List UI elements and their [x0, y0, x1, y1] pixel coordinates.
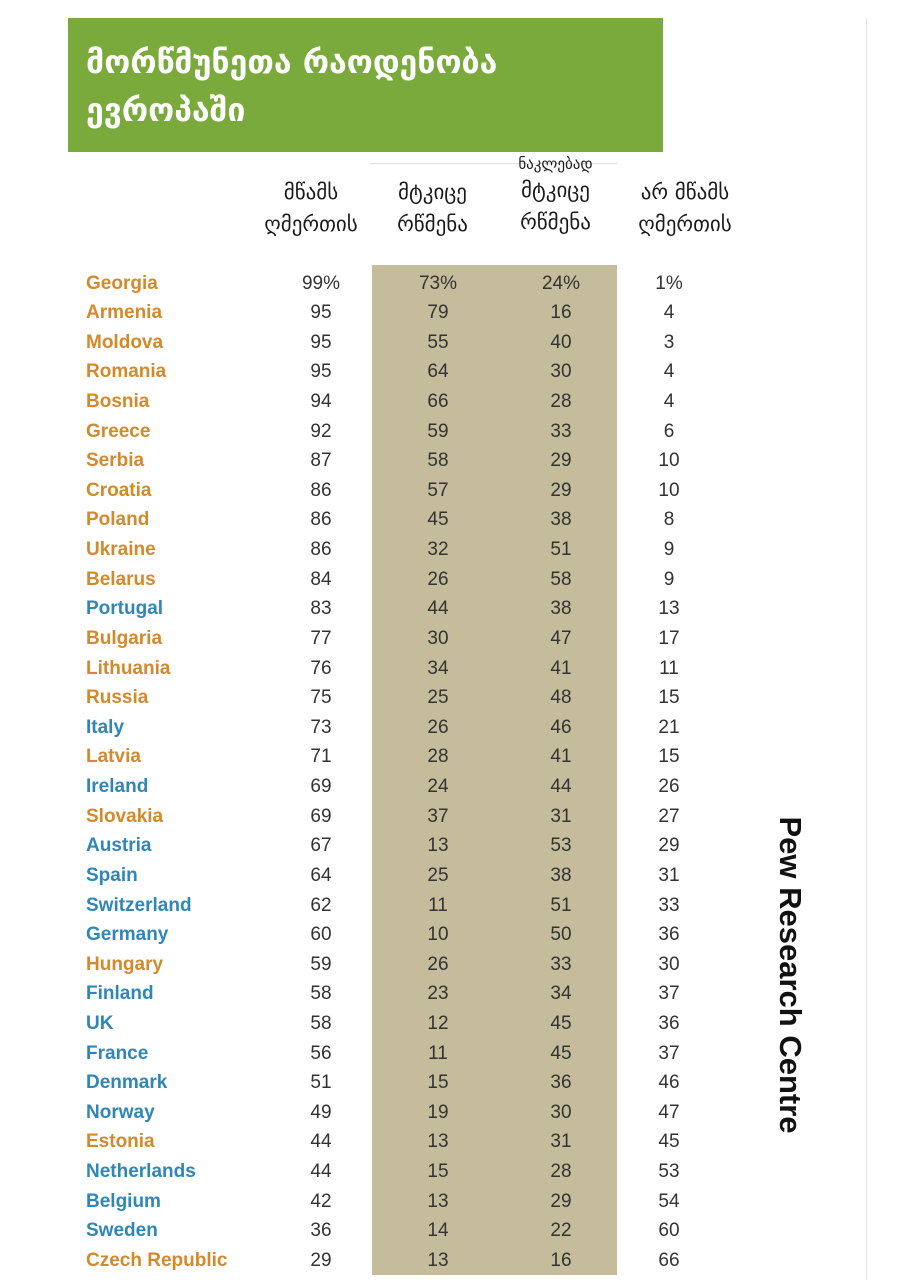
cell-believe: 95: [310, 331, 332, 353]
cell-not-believe: 4: [663, 302, 675, 324]
country-label: Lithuania: [86, 657, 171, 679]
cell-believe: 87: [310, 450, 332, 472]
cell-less-strong: 36: [550, 1072, 572, 1094]
cell-not-believe: 15: [658, 687, 680, 709]
cell-strong: 15: [427, 1161, 449, 1183]
country-label: Portugal: [86, 598, 164, 620]
cell-less-strong: 24%: [541, 272, 581, 294]
table-row: [0, 446, 760, 476]
cell-strong: 73%: [418, 272, 458, 294]
table-row: [0, 683, 760, 713]
cell-believe: 69: [310, 805, 332, 827]
cell-believe: 94: [310, 390, 332, 412]
cell-strong: 11: [428, 1042, 448, 1064]
table-row: [0, 328, 760, 358]
cell-strong: 37: [427, 805, 449, 827]
table-row: [0, 1009, 760, 1039]
cell-strong: 44: [427, 598, 449, 620]
cell-less-strong: 16: [550, 1249, 572, 1271]
country-label: Romania: [86, 361, 167, 383]
cell-less-strong: 22: [550, 1220, 572, 1242]
country-label: Estonia: [86, 1131, 155, 1153]
country-label: Bosnia: [86, 390, 150, 412]
cell-not-believe: 26: [658, 776, 680, 798]
cell-not-believe: 21: [658, 716, 680, 738]
country-label: Georgia: [86, 272, 158, 294]
cell-strong: 13: [427, 1131, 449, 1153]
cell-not-believe: 10: [658, 450, 680, 472]
country-label: Croatia: [86, 479, 152, 501]
cell-strong: 15: [427, 1072, 449, 1094]
cell-not-believe: 29: [658, 835, 680, 857]
table-row: [0, 1187, 760, 1217]
table-row: [0, 713, 760, 743]
header-not-believe: [610, 176, 760, 240]
cell-believe: 44: [310, 1131, 332, 1153]
cell-not-believe: 4: [663, 390, 675, 412]
table-row: [0, 624, 760, 654]
cell-strong: 13: [427, 835, 449, 857]
cell-not-believe: 6: [663, 420, 675, 442]
cell-not-believe: 10: [658, 479, 680, 501]
header-not-believe-line-1: არ მწამს: [640, 180, 730, 204]
cell-strong: 10: [427, 924, 449, 946]
cell-less-strong: 58: [550, 568, 572, 590]
cell-believe: 42: [310, 1190, 332, 1212]
cell-strong: 64: [427, 361, 449, 383]
cell-believe: 67: [310, 835, 332, 857]
cell-less-strong: 51: [550, 894, 572, 916]
cell-not-believe: 54: [658, 1190, 680, 1212]
cell-believe: 69: [310, 776, 332, 798]
cell-believe: 83: [310, 598, 332, 620]
cell-less-strong: 41: [550, 657, 572, 679]
cell-not-believe: 4: [663, 361, 675, 383]
cell-not-believe: 30: [658, 953, 680, 975]
table-row: [0, 654, 760, 684]
cell-not-believe: 1%: [655, 272, 683, 294]
cell-strong: 26: [427, 716, 449, 738]
table-row: [0, 417, 760, 447]
country-label: Switzerland: [86, 894, 192, 916]
cell-less-strong: 28: [550, 1161, 572, 1183]
cell-less-strong: 41: [550, 746, 572, 768]
table-row: [0, 387, 760, 417]
table-row: [0, 269, 760, 299]
country-label: Serbia: [86, 450, 145, 472]
table-row: [0, 891, 760, 921]
cell-strong: 34: [427, 657, 449, 679]
header-less-strong-line-2: მტკიცე: [521, 178, 590, 202]
cell-less-strong: 33: [550, 420, 572, 442]
cell-strong: 58: [427, 450, 449, 472]
cell-not-believe: 9: [663, 568, 675, 590]
cell-less-strong: 40: [550, 331, 572, 353]
table-row: [0, 535, 760, 565]
cell-less-strong: 47: [550, 627, 572, 649]
table-row: [0, 920, 760, 950]
cell-not-believe: 15: [658, 746, 680, 768]
table-row: [0, 1127, 760, 1157]
table-row: [0, 1039, 760, 1069]
header-believe: [236, 176, 386, 240]
cell-strong: 57: [427, 479, 449, 501]
cell-not-believe: 9: [663, 539, 675, 561]
cell-believe: 77: [310, 627, 332, 649]
country-label: Bulgaria: [86, 627, 163, 649]
cell-strong: 59: [427, 420, 449, 442]
table-row: [0, 831, 760, 861]
cell-not-believe: 33: [658, 894, 680, 916]
header-strong: [370, 176, 495, 240]
cell-strong: 55: [427, 331, 449, 353]
cell-not-believe: 53: [658, 1161, 680, 1183]
header-strong-line-2: რწმენა: [397, 212, 468, 236]
header-not-believe-line-2: ღმერთის: [638, 212, 732, 236]
cell-less-strong: 48: [550, 687, 572, 709]
cell-less-strong: 28: [550, 390, 572, 412]
cell-strong: 14: [427, 1220, 449, 1242]
cell-less-strong: 46: [550, 716, 572, 738]
table-row: [0, 1157, 760, 1187]
cell-believe: 60: [310, 924, 332, 946]
cell-believe: 58: [310, 1013, 332, 1034]
cell-not-believe: 37: [658, 1042, 680, 1064]
cell-believe: 84: [310, 568, 332, 590]
cell-less-strong: 50: [550, 924, 572, 946]
cell-believe: 86: [310, 479, 332, 501]
cell-less-strong: 31: [550, 805, 572, 827]
table-row: [0, 1068, 760, 1098]
cell-less-strong: 33: [550, 953, 572, 975]
table-row: [0, 772, 760, 802]
country-label: Sweden: [86, 1220, 158, 1242]
country-label: Austria: [86, 835, 152, 857]
country-label: Finland: [86, 983, 154, 1005]
country-label: Poland: [86, 509, 150, 531]
cell-believe: 51: [310, 1072, 332, 1094]
country-label: Czech Republic: [86, 1249, 228, 1271]
cell-not-believe: 8: [663, 509, 675, 531]
cell-strong: 28: [427, 746, 449, 768]
cell-believe: 99%: [301, 272, 341, 294]
cell-believe: 86: [310, 509, 332, 531]
cell-strong: 30: [427, 627, 449, 649]
country-label: Denmark: [86, 1072, 168, 1094]
cell-strong: 25: [427, 687, 449, 709]
header-believe-line-2: ღმერთის: [264, 212, 358, 236]
cell-strong: 26: [427, 568, 449, 590]
table-row: [0, 594, 760, 624]
cell-strong: 25: [427, 864, 449, 886]
cell-less-strong: 29: [550, 450, 572, 472]
cell-believe: 95: [310, 361, 332, 383]
header-less-strong-line-3: რწმენა: [520, 210, 591, 234]
cell-believe: 36: [310, 1220, 332, 1242]
cell-believe: 58: [310, 983, 332, 1005]
table-row: [0, 742, 760, 772]
cell-strong: 66: [427, 390, 449, 412]
header-believe-line-1: მწამს: [283, 180, 339, 204]
country-label: Norway: [86, 1101, 155, 1123]
cell-believe: 95: [310, 302, 332, 324]
table-row: [0, 298, 760, 328]
cell-believe: 56: [310, 1042, 332, 1064]
table-row: [0, 476, 760, 506]
country-label: UK: [86, 1013, 114, 1034]
cell-believe: 76: [310, 657, 332, 679]
country-label: Belarus: [86, 568, 156, 590]
cell-strong: 13: [427, 1249, 449, 1271]
cell-not-believe: 47: [658, 1101, 680, 1123]
table-row: [0, 979, 760, 1009]
cell-strong: 79: [427, 302, 449, 324]
country-label: Russia: [86, 687, 149, 709]
table-row: [0, 1246, 760, 1276]
cell-strong: 13: [427, 1190, 449, 1212]
cell-less-strong: 45: [550, 1042, 572, 1064]
country-label: Belgium: [86, 1190, 161, 1212]
cell-not-believe: 13: [658, 598, 680, 620]
table-row: [0, 505, 760, 535]
cell-strong: 12: [427, 1013, 449, 1034]
header-less-strong-line-1: ნაკლებად: [518, 155, 593, 173]
country-label: Germany: [86, 924, 169, 946]
cell-not-believe: 11: [659, 657, 679, 679]
cell-strong: 32: [427, 539, 449, 561]
country-label: Latvia: [86, 746, 141, 768]
cell-believe: 92: [310, 420, 332, 442]
cell-not-believe: 27: [658, 805, 680, 827]
country-label: Slovakia: [86, 805, 164, 827]
cell-less-strong: 38: [550, 509, 572, 531]
country-label: Ukraine: [86, 539, 156, 561]
cell-not-believe: 36: [658, 1013, 680, 1034]
cell-believe: 71: [310, 746, 332, 768]
title-banner: [68, 18, 663, 152]
source-label: Pew Research Centre: [773, 816, 808, 1134]
cell-less-strong: 38: [550, 864, 572, 886]
cell-believe: 62: [310, 894, 332, 916]
cell-not-believe: 3: [663, 331, 675, 353]
right-divider: [866, 18, 867, 1280]
header-strong-line-1: მტკიცე: [398, 180, 467, 204]
cell-strong: 24: [427, 776, 449, 798]
cell-not-believe: 46: [658, 1072, 680, 1094]
cell-not-believe: 36: [658, 924, 680, 946]
cell-less-strong: 51: [550, 539, 572, 561]
cell-less-strong: 44: [550, 776, 572, 798]
cell-believe: 86: [310, 539, 332, 561]
cell-strong: 26: [427, 953, 449, 975]
cell-less-strong: 31: [550, 1131, 572, 1153]
cell-less-strong: 45: [550, 1013, 572, 1034]
table-row: [0, 357, 760, 387]
cell-less-strong: 29: [550, 1190, 572, 1212]
country-label: France: [86, 1042, 149, 1064]
cell-less-strong: 29: [550, 479, 572, 501]
title-line-1: მორწმუნეთა რაოდენობა: [86, 43, 498, 81]
cell-not-believe: 60: [658, 1220, 680, 1242]
title-line-2: ევროპაში: [86, 91, 246, 129]
cell-not-believe: 45: [658, 1131, 680, 1153]
table-row: [0, 950, 760, 980]
cell-strong: 23: [427, 983, 449, 1005]
cell-less-strong: 34: [550, 983, 572, 1005]
table-row: [0, 1216, 760, 1246]
table-row: [0, 1098, 760, 1128]
cell-not-believe: 37: [658, 983, 680, 1005]
cell-less-strong: 16: [550, 302, 572, 324]
cell-less-strong: 30: [550, 1101, 572, 1123]
country-label: Moldova: [86, 331, 164, 353]
table-row: [0, 802, 760, 832]
cell-believe: 59: [310, 953, 332, 975]
cell-not-believe: 17: [658, 627, 680, 649]
country-label: Greece: [86, 420, 151, 442]
cell-strong: 11: [428, 894, 448, 916]
cell-believe: 64: [310, 864, 332, 886]
table-row: [0, 861, 760, 891]
cell-believe: 73: [310, 716, 332, 738]
cell-not-believe: 31: [658, 864, 680, 886]
country-label: Hungary: [86, 953, 164, 975]
cell-less-strong: 53: [550, 835, 572, 857]
cell-believe: 29: [310, 1249, 332, 1271]
cell-believe: 49: [310, 1101, 332, 1123]
header-less-strong: [493, 154, 618, 238]
country-label: Armenia: [86, 302, 163, 324]
cell-strong: 45: [427, 509, 449, 531]
cell-believe: 44: [310, 1161, 332, 1183]
country-label: Netherlands: [86, 1161, 196, 1183]
cell-strong: 19: [427, 1101, 449, 1123]
country-label: Spain: [86, 864, 138, 886]
cell-not-believe: 66: [658, 1249, 680, 1271]
country-label: Ireland: [86, 776, 149, 798]
table-row: [0, 565, 760, 595]
cell-less-strong: 38: [550, 598, 572, 620]
cell-less-strong: 30: [550, 361, 572, 383]
cell-believe: 75: [310, 687, 332, 709]
country-label: Italy: [86, 716, 125, 738]
